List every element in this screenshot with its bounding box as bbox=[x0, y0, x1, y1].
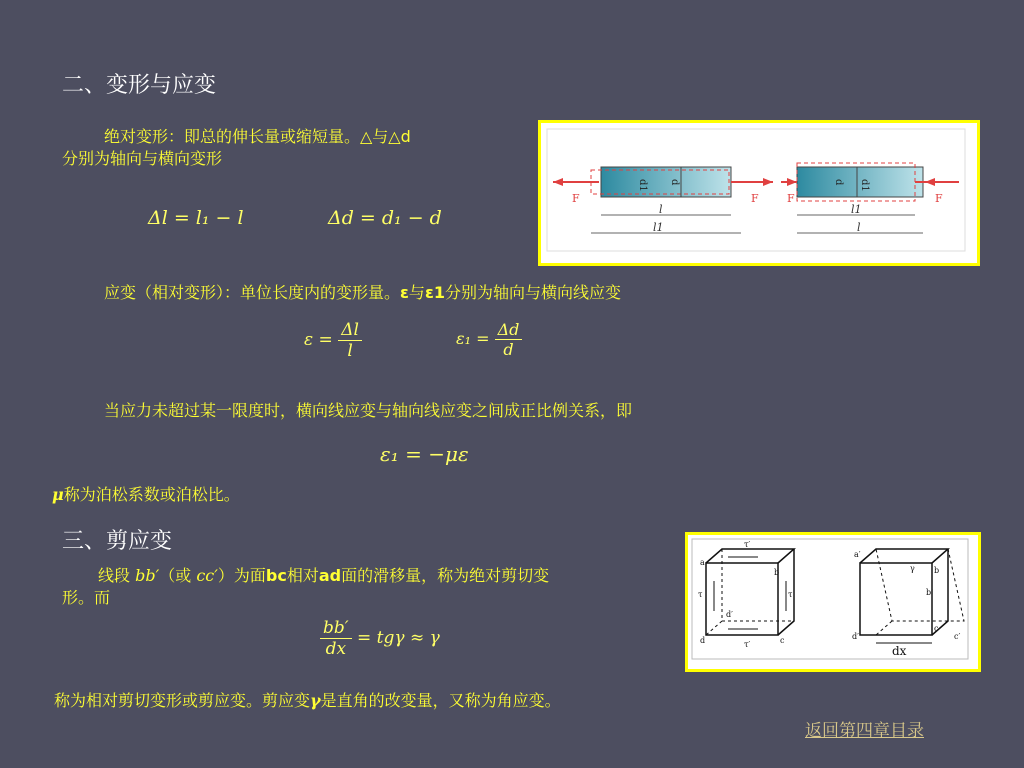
formula-epsilon bbox=[304, 320, 362, 361]
formula-epsilon-lhs: ε = bbox=[304, 330, 333, 350]
strain-and: 与 bbox=[408, 283, 425, 302]
formula-poisson: ε₁ = −με bbox=[380, 442, 469, 466]
shear-bc: bc bbox=[265, 566, 287, 585]
formula-delta-d: Δd = d₁ − d bbox=[328, 207, 442, 229]
d1-label-left: d1 bbox=[637, 179, 648, 192]
formula-epsilon-numerator: Δl bbox=[338, 320, 362, 341]
formula-epsilon-denominator: l bbox=[347, 341, 353, 361]
mu-symbol: μ bbox=[52, 485, 64, 504]
strain-definition bbox=[104, 282, 621, 304]
tau-prime-top: τ′ bbox=[744, 540, 751, 549]
shear-text-e: 面的滑移量，称为绝对剪切变 bbox=[341, 566, 550, 585]
vertex-c-prime-right: c′ bbox=[954, 632, 961, 641]
shear-description-line2: 形。而 bbox=[62, 588, 111, 607]
shear-description bbox=[62, 565, 662, 609]
shear-cc: cc′ bbox=[196, 566, 218, 585]
rod-deformation-figure bbox=[538, 120, 980, 266]
force-label-right: F bbox=[751, 192, 759, 205]
l-label-left: l bbox=[659, 203, 663, 216]
shear-text-d: 相对 bbox=[286, 566, 319, 585]
l1-label-left: l1 bbox=[653, 221, 664, 234]
formula-shear-denominator: dx bbox=[325, 639, 347, 659]
formula-epsilon1-denominator: d bbox=[503, 340, 514, 359]
gamma-label: γ bbox=[910, 564, 915, 573]
formula-shear-rhs: = tgγ ≈ γ bbox=[357, 628, 440, 648]
rod-deformation-diagram bbox=[541, 123, 971, 257]
tau-prime-bottom: τ′ bbox=[744, 640, 751, 649]
absolute-deformation-line2: 分别为轴向与横向变形 bbox=[62, 149, 223, 168]
force-label-left: F bbox=[572, 192, 580, 205]
conclusion-b: 是直角的改变量，又称为角应变。 bbox=[320, 691, 561, 710]
shear-cube-diagram bbox=[688, 535, 972, 663]
conclusion-gamma: γ bbox=[310, 691, 321, 710]
formula-delta-l: Δl = l₁ − l bbox=[148, 207, 244, 229]
shear-text-c: ）为面 bbox=[217, 566, 266, 585]
formula-epsilon1-lhs: ε₁ = bbox=[456, 329, 490, 348]
formula-epsilon1-fraction bbox=[495, 320, 523, 359]
tau-left: τ bbox=[698, 590, 703, 599]
dx-label: dx bbox=[892, 644, 907, 658]
shear-cube-figure bbox=[685, 532, 981, 672]
force-label-left-2: F bbox=[787, 192, 795, 205]
tau-right: τ bbox=[788, 590, 793, 599]
shear-text-a: 线段 bbox=[98, 566, 136, 585]
formula-epsilon-fraction bbox=[338, 320, 362, 361]
absolute-deformation-line1: 绝对变形：即总的伸长量或缩短量。△与△d bbox=[104, 127, 411, 146]
l-label-right: l bbox=[857, 221, 861, 234]
vertex-c-left: c bbox=[780, 636, 785, 645]
formula-shear bbox=[320, 618, 440, 659]
d1-label-right: d1 bbox=[859, 179, 870, 192]
vertex-a-left: a bbox=[700, 558, 705, 567]
poisson-definition bbox=[52, 484, 240, 506]
shear-description-line1 bbox=[62, 565, 662, 587]
shear-conclusion bbox=[54, 690, 561, 712]
vertex-b-right: b bbox=[934, 566, 940, 575]
formula-shear-numerator: bb′ bbox=[320, 618, 352, 639]
vertex-c-right: c bbox=[934, 624, 939, 633]
vertex-b-prime-right: b′ bbox=[926, 588, 933, 597]
formula-epsilon1-numerator: Δd bbox=[495, 320, 523, 340]
formula-shear-fraction bbox=[320, 618, 352, 659]
d-label-left: d bbox=[669, 179, 680, 186]
formula-epsilon1 bbox=[456, 320, 522, 359]
conclusion-a: 称为相对剪切变形或剪应变。剪应变 bbox=[54, 691, 311, 710]
shear-text-b: （或 bbox=[159, 566, 197, 585]
vertex-b-left: b bbox=[774, 568, 780, 577]
mu-text: 称为泊松系数或泊松比。 bbox=[63, 485, 240, 504]
proportional-relation-text: 当应力未超过某一限度时，横向线应变与轴向线应变之间成正比例关系，即 bbox=[104, 401, 633, 420]
vertex-d-left: d bbox=[700, 636, 706, 645]
section-heading-shear-strain: 三、剪应变 bbox=[62, 529, 173, 554]
absolute-deformation-text bbox=[62, 126, 522, 170]
vertex-a-prime-right: a′ bbox=[854, 550, 861, 559]
vertex-d-prime-right: d′ bbox=[852, 632, 859, 641]
vertex-d-prime-left: d′ bbox=[726, 610, 733, 619]
back-to-chapter-four-link[interactable]: 返回第四章目录 bbox=[805, 721, 924, 741]
strain-intro: 应变（相对变形）：单位长度内的变形量。 bbox=[104, 283, 401, 302]
l1-label-right: l1 bbox=[851, 203, 862, 216]
strain-tail: 分别为轴向与横向线应变 bbox=[444, 283, 621, 302]
section-heading-deformation: 二、变形与应变 bbox=[62, 73, 217, 98]
strain-epsilon1: ε1 bbox=[424, 283, 445, 302]
strain-epsilon: ε bbox=[400, 283, 409, 302]
shear-ad: ad bbox=[318, 566, 342, 585]
d-label-right: d bbox=[833, 179, 844, 186]
force-label-right-2: F bbox=[935, 192, 943, 205]
shear-bb: bb′ bbox=[135, 566, 160, 585]
